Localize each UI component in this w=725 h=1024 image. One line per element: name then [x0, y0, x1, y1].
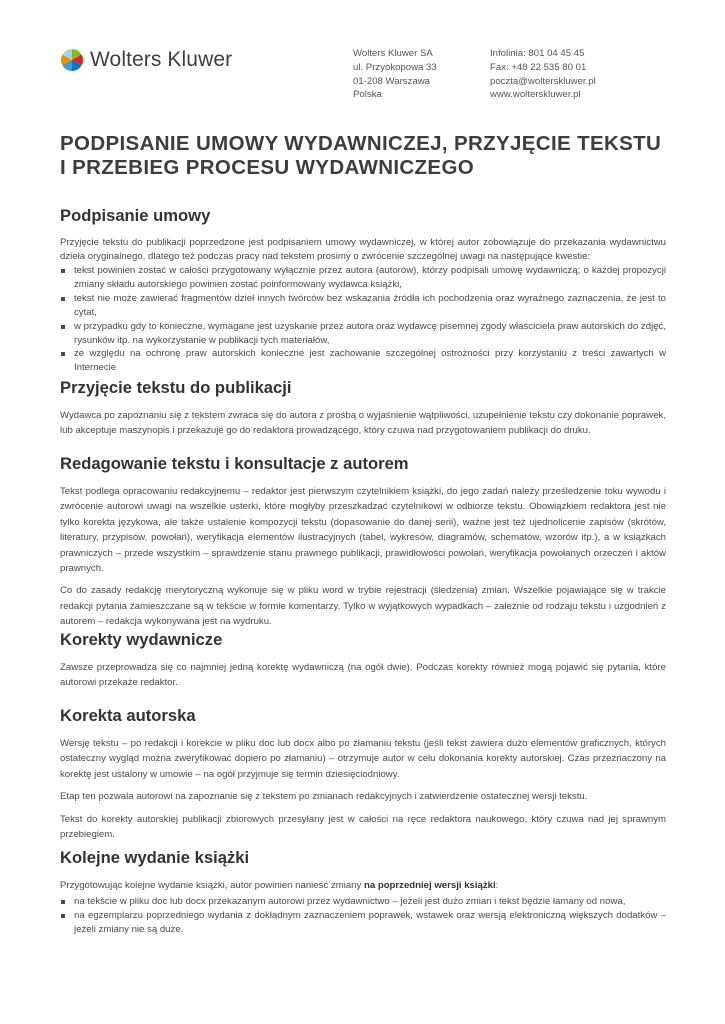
section-paragraph: Etap ten pozwala autorowi na zapoznanie się z tekstem po zmianach redakcyjnych i zatwierdzenie ostatecznej wersji tekstu.	[60, 791, 588, 803]
list-item: tekst powinien zostać w całości przygotowany wyłącznie przez autora (autorów), którzy podpisali umowę wydawniczą; o każdej propozycji zmiany składu autorskiego powinien zostać poinformowany wydawca książki,	[60, 264, 666, 292]
list-item: w przypadku gdy to konieczne, wymagane jest uzyskanie przez autora oraz wydawcę pisemnej zgody właściciela praw autorskich do zdjęć, rysunków itp. na wykorzystanie w publikacji tych materiałów,	[60, 320, 666, 348]
page-header	[0, 0, 725, 110]
fax-line: Fax: +48 22 535 80 01	[490, 61, 587, 73]
address-line: Polska	[353, 89, 382, 101]
address-line: 01-208 Warszawa	[353, 75, 430, 87]
section-heading: Przyjęcie tekstu do publikacji	[60, 378, 292, 397]
section-paragraph: Tekst podlega opracowaniu redakcyjnemu – redaktor jest pierwszym czytelnikiem książki, do jego zadań należy prześledzenie toku wywodu i zwrócenie autorowi uwagi na wszelkie usterki, które mogłyby przeszkadzać czytelnikowi w odbiorze tekstu. Obowiązkiem redaktora jest nie tylko korekta językowa, ale także ustalenie kompozycji tekstu (dopasowanie do danej serii), ważne jest też ujednolicenie zapisów (skrótów, literatury, przypisów, powołań), weryfikacja elementów ilustracyjnych (tabel, wykresów, diagramów, schematów, wzorów itp.), a w książkach prawniczych – przede wszystkim – sprawdzenie stanu prawnego publikacji, prawidłowości powołań, weryfikacja powołanych orzeczeń i aktów prawnych.	[60, 486, 666, 575]
section-paragraph: Wersję tekstu – po redakcji i korekcie w pliku doc lub docx albo po złamaniu tekstu (jeśli tekst zawiera dużo elementów graficznych, których ostateczny wygląd można zweryfikować dopiero po złamaniu) – otrzymuje autor w celu dokonania korekty autorskiej. Czas przeznaczony na korektę jest ustalony w umowie – na ogół przyjmuje się termin dziesięciodniowy.	[60, 738, 666, 780]
section-contract-signing	[60, 206, 666, 375]
list-item: ze względu na ochronę praw autorskich konieczne jest zachowanie szczególnej ostrożności przy korzystaniu z treści zawartych w Internecie	[60, 347, 666, 375]
section-editing	[60, 454, 666, 630]
document-title	[60, 132, 666, 180]
address-line: Wolters Kluwer SA	[353, 48, 433, 59]
document-body	[60, 132, 666, 936]
bullet-icon	[61, 297, 65, 301]
section-text-acceptance	[60, 378, 666, 439]
title-line-1: PODPISANIE UMOWY WYDAWNICZEJ, PRZYJĘCIE TEKSTU	[60, 132, 662, 155]
bullet-icon	[61, 269, 65, 273]
section-publisher-proofreading	[60, 630, 666, 691]
phone-line: Infolinia: 801 04 45 45	[490, 48, 585, 59]
logo-text: Wolters Kluwer	[90, 48, 233, 71]
section-paragraph: Tekst do korekty autorskiej publikacji zbiorowych przesyłany jest w całości na ręce redaktora naukowego, który czuwa nad jej sprawnym przebiegiem.	[60, 813, 666, 841]
address-line: ul. Przyokopowa 33	[353, 61, 437, 73]
section-heading: Podpisanie umowy	[60, 206, 211, 225]
section-heading: Kolejne wydanie książki	[60, 848, 250, 867]
emphasis-text: na poprzedniej wersji książki	[363, 880, 496, 891]
bullet-icon	[61, 900, 65, 904]
section-heading: Redagowanie tekstu i konsultacje z autorem	[60, 454, 409, 473]
wolters-kluwer-logo-icon	[60, 48, 84, 72]
website-link[interactable]: www.wolterskluwer.pl	[490, 89, 581, 101]
company-logo	[60, 48, 232, 72]
list-item: na tekście w pliku doc lub docx przekazanym autorowi przez wydawnictwo – jeżeli jest dużo zmian i tekst będzie łamany od nowa,	[60, 895, 666, 909]
section-paragraph: Zawsze przeprowadza się co najmniej jedną korektę wydawniczą (na ogół dwie). Podczas korekty również mogą pojawić się pytania, które autorowi przekaże redaktor.	[60, 662, 666, 689]
section-heading: Korekta autorska	[60, 706, 196, 725]
section-next-edition	[60, 848, 666, 937]
email-link[interactable]: poczta@wolterskluwer.pl	[490, 75, 596, 87]
list-item: na egzemplarzu poprzedniego wydania z dokładnym zaznaczeniem poprawek, wstawek oraz wersją elektroniczną większych dodatków – jeżeli zmiany nie są duże.	[60, 909, 666, 937]
company-address	[353, 47, 437, 102]
bullet-icon	[61, 325, 65, 329]
bullet-list	[60, 264, 666, 375]
section-paragraph: Co do zasady redakcję merytoryczną wykonuje się w pliku word w trybie rejestracji (śledzenia) zmian. Wszelkie pojawiające się w trakcie redakcji pytania zamieszczane są w tekście w formie komentarzy. Tylko w wyjątkowych wypadkach – zależnie od rodzaju tekstu i uzgodnień z autorem – redakcja wykonywana jest na wydruku.	[60, 585, 666, 628]
section-author-proofreading	[60, 706, 666, 842]
section-paragraph: Wydawca po zapoznaniu się z tekstem zwraca się do autora z prośbą o wyjaśnienie wątpliwości, uzupełnienie tekstu czy dokonanie poprawek, lub akceptuje maszynopis i przekazuje go do redaktora prowadzącego, który czuwa nad przygotowaniem publikacji do druku.	[60, 410, 666, 437]
section-paragraph: Przyjęcie tekstu do publikacji poprzedzone jest podpisaniem umowy wydawniczej, w której autor zobowiązuje do przekazania wydawnictwu dzieła oryginalnego, dlatego też podczas pracy nad tekstem prosimy o zwrócenie szczególnej uwagi na następujące kwestie:	[60, 237, 666, 262]
company-contact	[490, 47, 596, 102]
list-item: tekst nie może zawierać fragmentów dzieł innych twórców bez wskazania źródła ich pochodzenia oraz wyraźnego zaznaczenia, że jest to cytat,	[60, 292, 666, 320]
bullet-list	[60, 895, 666, 937]
section-heading: Korekty wydawnicze	[60, 630, 223, 649]
title-line-2: I PRZEBIEG PROCESU WYDAWNICZEGO	[60, 156, 475, 179]
bullet-icon	[61, 352, 65, 356]
section-paragraph: Przygotowując kolejne wydanie książki, autor powinien nanieść zmiany na poprzedniej wersji książki:	[60, 880, 499, 891]
bullet-icon	[61, 914, 65, 918]
